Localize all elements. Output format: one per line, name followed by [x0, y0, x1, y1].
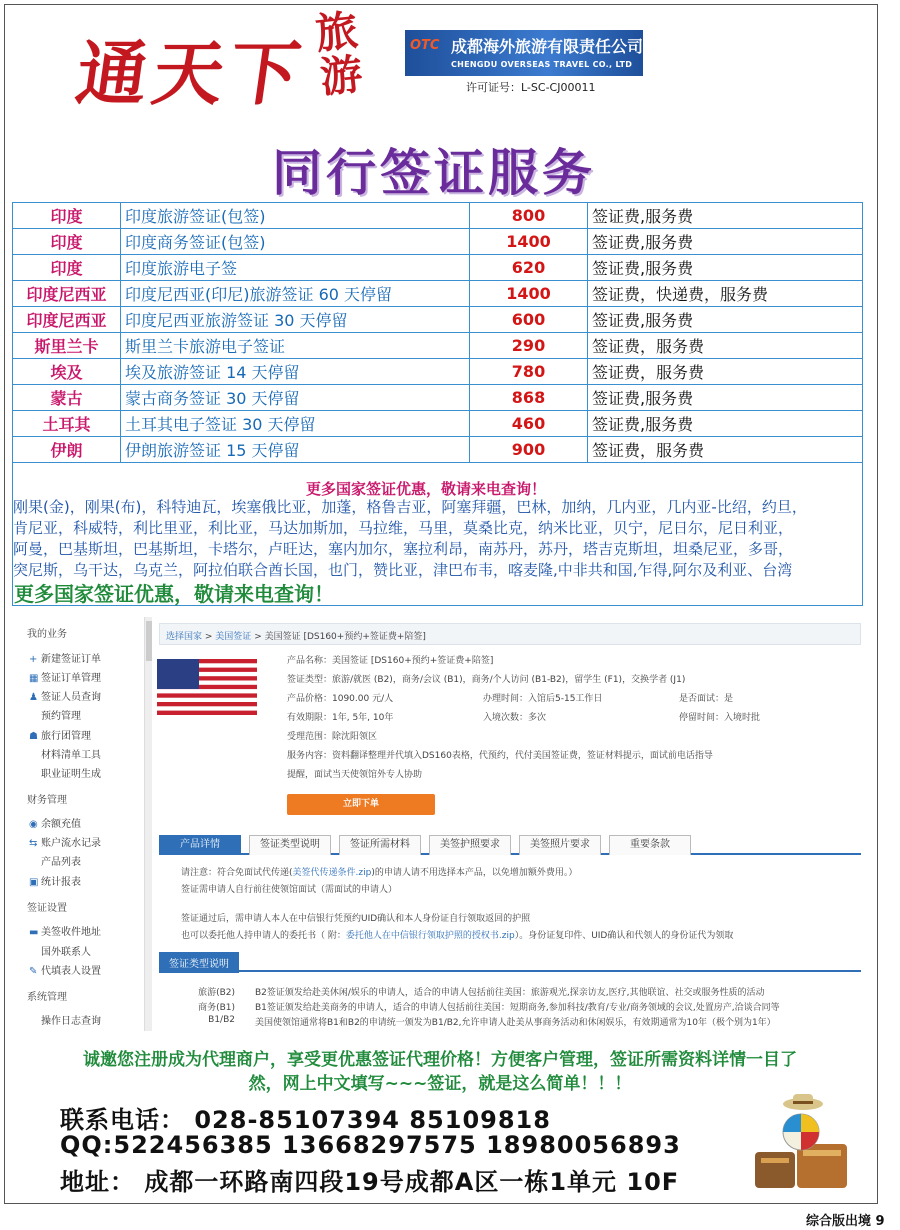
sidebar-section-finance: 财务管理	[27, 795, 67, 806]
sidebar-item-log[interactable]	[41, 1012, 101, 1027]
table-row	[13, 281, 863, 307]
tab-terms[interactable]: 重要条款	[609, 835, 691, 855]
sidebar-item-label: 美签收件地址	[41, 927, 101, 938]
sidebar-item-account-flow[interactable]	[29, 834, 101, 849]
footer-page-label: 综合版出境 9	[806, 1214, 885, 1229]
system-screenshot	[13, 617, 863, 1031]
breadcrumb-separator: >	[204, 632, 216, 642]
country-cell: 印度	[13, 229, 121, 255]
sidebar-item-new-order[interactable]	[29, 650, 101, 665]
product-visa-type: 签证类型：旅游/就医 (B2)，商务/会议 (B1)，商务/个人访问 (B1-B2)，留学生 (F1)，交换学者 (J1)	[287, 675, 686, 685]
section-title: 签证类型说明	[159, 952, 239, 973]
sidebar-item-job-certificate[interactable]	[41, 765, 101, 780]
fees-cell: 签证费，服务费	[588, 437, 863, 463]
product-cell: 蒙古商务签证 30 天停留	[121, 385, 470, 411]
product-cell: 伊朗旅游签证 15 天停留	[121, 437, 470, 463]
table-row	[13, 255, 863, 281]
product-cell: 斯里兰卡旅游电子签证	[121, 333, 470, 359]
invitation-line: 诚邀您注册成为代理商户，享受更优惠签证代理价格！方便客户管理，签证所需资料详情一目了	[83, 1050, 797, 1070]
price-table	[12, 202, 863, 463]
country-list-line: 突尼斯，乌干达，乌克兰，阿拉伯联合酋长国，也门，赞比亚，津巴布韦，喀麦隆,中非共和国,乍得,阿尔及利亚、台湾	[13, 561, 793, 579]
country-cell: 土耳其	[13, 411, 121, 437]
fees-cell: 签证费，服务费	[588, 359, 863, 385]
note-text: 请注意：符合免面试代传递(	[181, 868, 293, 878]
visa-type-label: B1/B2	[208, 1015, 235, 1025]
pen-icon: ✎	[29, 966, 38, 977]
sidebar-item-label: 材料清单工具	[41, 750, 101, 761]
breadcrumb-link[interactable]: 美国签证	[215, 632, 252, 642]
fees-cell: 签证费，服务费	[588, 333, 863, 359]
fees-cell: 签证费,服务费	[588, 229, 863, 255]
fees-cell: 签证费,服务费	[588, 385, 863, 411]
sidebar-item-label: 签证人员查询	[41, 692, 101, 703]
breadcrumb-separator: >	[254, 632, 265, 642]
sidebar-item-applicant-search[interactable]	[29, 688, 101, 703]
company-name-en: CHENGDU OVERSEAS TRAVEL CO., LTD	[451, 60, 633, 69]
breadcrumb	[159, 623, 861, 645]
product-handle-time: 办理时间：入馆后5-15工作日	[483, 694, 603, 704]
price-cell: 780	[470, 359, 588, 385]
sidebar-item-address[interactable]	[29, 923, 101, 938]
plus-icon: +	[29, 654, 38, 665]
product-cell: 印度尼西亚(印尼)旅游签证 60 天停留	[121, 281, 470, 307]
price-cell: 620	[470, 255, 588, 281]
note-line	[181, 865, 577, 878]
table-row	[13, 229, 863, 255]
breadcrumb-link[interactable]: 选择国家	[166, 632, 203, 642]
detail-tabs	[159, 833, 861, 855]
visa-type-text: 美国使领馆通常将B1和B2的申请统一颁发为B1/B2,允许申请人赴美从事商务活动和休闲娱乐，有效期通常为10年（极个别为1年）	[255, 1018, 776, 1028]
tab-materials[interactable]: 签证所需材料	[339, 835, 421, 855]
person-icon: ♟	[29, 692, 38, 703]
logo-main: 通天下	[71, 32, 312, 115]
product-entries: 入境次数：多次	[483, 713, 547, 723]
visa-type-text: B1签证颁发给赴美商务的申请人，适合的申请人包括前往美国：短期商务,参加科技/教育/专业/商务领域的会议,处置房产,洽谈合同等	[255, 1003, 780, 1013]
country-cell: 斯里兰卡	[13, 333, 121, 359]
sidebar	[13, 617, 147, 1031]
table-row	[13, 333, 863, 359]
price-cell: 868	[470, 385, 588, 411]
country-cell: 印度	[13, 255, 121, 281]
sidebar-section-settings: 签证设置	[27, 903, 67, 914]
table-row	[13, 359, 863, 385]
country-list-line: 刚果(金)，刚果(布)，科特迪瓦，埃塞俄比亚，加蓬，格鲁吉亚，阿塞拜疆，巴林，加纳，几内亚，几内亚-比绍，约旦，	[13, 498, 807, 516]
sidebar-section-system: 系统管理	[27, 992, 67, 1003]
sidebar-item-label: 旅行团管理	[41, 731, 91, 742]
price-cell: 1400	[470, 229, 588, 255]
table-row	[13, 411, 863, 437]
price-cell: 900	[470, 437, 588, 463]
travel-luggage-icon	[745, 1092, 857, 1196]
contact-qq: QQ:522456385 13668297575 18980056893	[60, 1131, 681, 1159]
breadcrumb-current: 美国签证 [DS160+预约+签证费+陪签]	[264, 632, 426, 642]
company-banner	[405, 30, 643, 76]
table-row	[13, 307, 863, 333]
license-number: 许可证号：L-SC-CJ00011	[466, 81, 596, 94]
sidebar-item-tour-groups[interactable]	[29, 727, 91, 742]
fees-cell: 签证费,服务费	[588, 307, 863, 333]
contact-phone: 联系电话： 028-85107394 85109818	[60, 1106, 551, 1134]
country-list-line: 肯尼亚，科威特，利比里亚，利比亚，马达加斯加，马拉维，马里，莫桑比克，纳米比亚，贝宁，尼日尔，尼日利亚，	[13, 519, 794, 537]
sidebar-item-label: 余额充值	[41, 819, 81, 830]
country-cell: 埃及	[13, 359, 121, 385]
company-logo-icon: OTC	[410, 38, 440, 53]
note-line: 签证需申请人自行前往使领馆面试（需面试的申请人）	[181, 885, 398, 895]
coin-icon: ◉	[29, 819, 38, 830]
sidebar-item-label: 代填表人设置	[41, 966, 101, 977]
product-cell: 印度尼西亚旅游签证 30 天停留	[121, 307, 470, 333]
fees-cell: 签证费,服务费	[588, 411, 863, 437]
tab-product-detail[interactable]: 产品详情	[159, 835, 241, 855]
price-cell: 600	[470, 307, 588, 333]
visa-type-text: B2签证颁发给赴美休闲/娱乐的申请人，适合的申请人包括前往美国：旅游观光,探亲访友,医疗,其他联谊、社交或服务性质的活动	[255, 988, 765, 998]
attachment-link[interactable]: 委托他人在中信银行领取护照的授权书.zip	[345, 931, 515, 941]
scrollbar-thumb[interactable]	[146, 621, 152, 661]
fees-cell: 签证费，快递费，服务费	[588, 281, 863, 307]
table-row	[13, 385, 863, 411]
sidebar-item-material-tool[interactable]	[41, 746, 101, 761]
sidebar-item-product-list[interactable]	[41, 853, 81, 868]
price-cell: 460	[470, 411, 588, 437]
sidebar-item-recharge[interactable]	[29, 815, 81, 830]
us-flag-icon	[157, 659, 257, 715]
product-cell: 印度旅游签证(包签)	[121, 203, 470, 229]
product-interview: 是否面试：是	[679, 694, 734, 704]
tab-passport[interactable]: 美签护照要求	[429, 835, 511, 855]
note-text: 也可以委托他人持申请人的委托书（ 附：	[181, 931, 346, 941]
country-cell: 印度尼西亚	[13, 281, 121, 307]
country-list	[13, 497, 861, 581]
product-service-cont: 提醒，面试当天使领馆外专人协助	[287, 770, 423, 780]
sidebar-item-label: 职业证明生成	[41, 769, 101, 780]
price-cell: 290	[470, 333, 588, 359]
table-row	[13, 437, 863, 463]
sidebar-item-label: 预约管理	[41, 711, 81, 722]
logo-sub: 旅游	[313, 5, 365, 103]
tab-photo[interactable]: 美签照片要求	[519, 835, 601, 855]
table-row	[13, 203, 863, 229]
product-price: 产品价格：1090.00 元/人	[287, 694, 394, 704]
attachment-link[interactable]: 美签代传递条件.zip	[292, 868, 372, 878]
country-list-line: 阿曼，巴基斯坦，巴基斯坦，卡塔尔，卢旺达，塞内加尔，塞拉利昂，南苏丹，苏丹，塔吉克斯坦，坦桑尼亚，多哥，	[13, 540, 794, 558]
tab-visa-types[interactable]: 签证类型说明	[249, 835, 331, 855]
contact-address: 地址： 成都一环路南四段19号成都A区一栋1单元 10F	[60, 1168, 680, 1196]
sidebar-item-label: 新建签证订单	[41, 654, 101, 665]
grid-icon: ▦	[29, 673, 39, 684]
card-icon: ▬	[29, 927, 39, 938]
note-text: ）。身份证复印件、UID确认和代领人的身份证代为领取	[514, 931, 734, 941]
product-cell: 印度旅游电子签	[121, 255, 470, 281]
more-countries-title: 更多国家签证优惠，敬请来电查询！	[306, 480, 547, 498]
invitation-text	[24, 1048, 856, 1096]
chart-icon: ▣	[29, 877, 39, 888]
visa-type-label: 商务(B1)	[198, 1003, 235, 1013]
sidebar-item-label: 账户流水记录	[41, 838, 101, 849]
sidebar-item-label: 产品列表	[41, 857, 81, 868]
note-line: 签证通过后，需申请人本人在中信银行凭预约UID确认和本人身份证自行领取返回的护照	[181, 914, 531, 924]
sidebar-item-label: 统计报表	[41, 877, 81, 888]
product-service: 服务内容：资料翻译整理并代填入DS160表格，代预约，代付美国签证费，签证材料提示，面试前电话指导	[287, 751, 713, 761]
note-line	[181, 928, 733, 941]
product-area: 受理范围：除沈阳领区	[287, 732, 378, 742]
country-cell: 蒙古	[13, 385, 121, 411]
sidebar-item-label: 签证订单管理	[41, 673, 101, 684]
company-name-cn: 成都海外旅游有限责任公司	[451, 37, 644, 56]
sidebar-scrollbar[interactable]	[144, 617, 152, 1031]
order-now-button[interactable]: 立即下单	[287, 794, 435, 815]
page-title: 同行签证服务	[272, 144, 596, 202]
product-cell: 埃及旅游签证 14 天停留	[121, 359, 470, 385]
group-icon: ☗	[29, 731, 38, 742]
product-cell: 印度商务签证(包签)	[121, 229, 470, 255]
country-cell: 伊朗	[13, 437, 121, 463]
product-cell: 土耳其电子签证 30 天停留	[121, 411, 470, 437]
sidebar-item-contacts[interactable]	[41, 943, 91, 958]
sidebar-item-label: 操作日志查询	[41, 1016, 101, 1027]
sidebar-item-label: 国外联系人	[41, 947, 91, 958]
sidebar-item-order-manage[interactable]	[29, 669, 101, 684]
invitation-line: 然，网上中文填写~~~签证，就是这么简单！！！	[248, 1074, 632, 1094]
note-text: )的申请人请不用选择本产品，以免增加额外费用。）	[371, 868, 578, 878]
sidebar-item-appointments[interactable]	[41, 707, 81, 722]
section-header	[159, 952, 861, 972]
sidebar-item-statistics[interactable]	[29, 873, 81, 888]
more-countries-callout: 更多国家签证优惠，敬请来电查询！	[14, 582, 334, 606]
country-cell: 印度	[13, 203, 121, 229]
country-cell: 印度尼西亚	[13, 307, 121, 333]
fees-cell: 签证费,服务费	[588, 255, 863, 281]
product-name: 产品名称：美国签证 [DS160+预约+签证费+陪签]	[287, 656, 494, 666]
fees-cell: 签证费,服务费	[588, 203, 863, 229]
transfer-icon: ⇆	[29, 838, 38, 849]
price-cell: 800	[470, 203, 588, 229]
price-cell: 1400	[470, 281, 588, 307]
sidebar-section-my-business: 我的业务	[27, 629, 67, 640]
product-stay: 停留时间：入境时批	[679, 713, 761, 723]
main-panel	[153, 617, 863, 1031]
product-validity: 有效期限：1年, 5年, 10年	[287, 713, 394, 723]
sidebar-item-form-filler[interactable]	[29, 962, 101, 977]
visa-type-label: 旅游(B2)	[198, 988, 235, 998]
